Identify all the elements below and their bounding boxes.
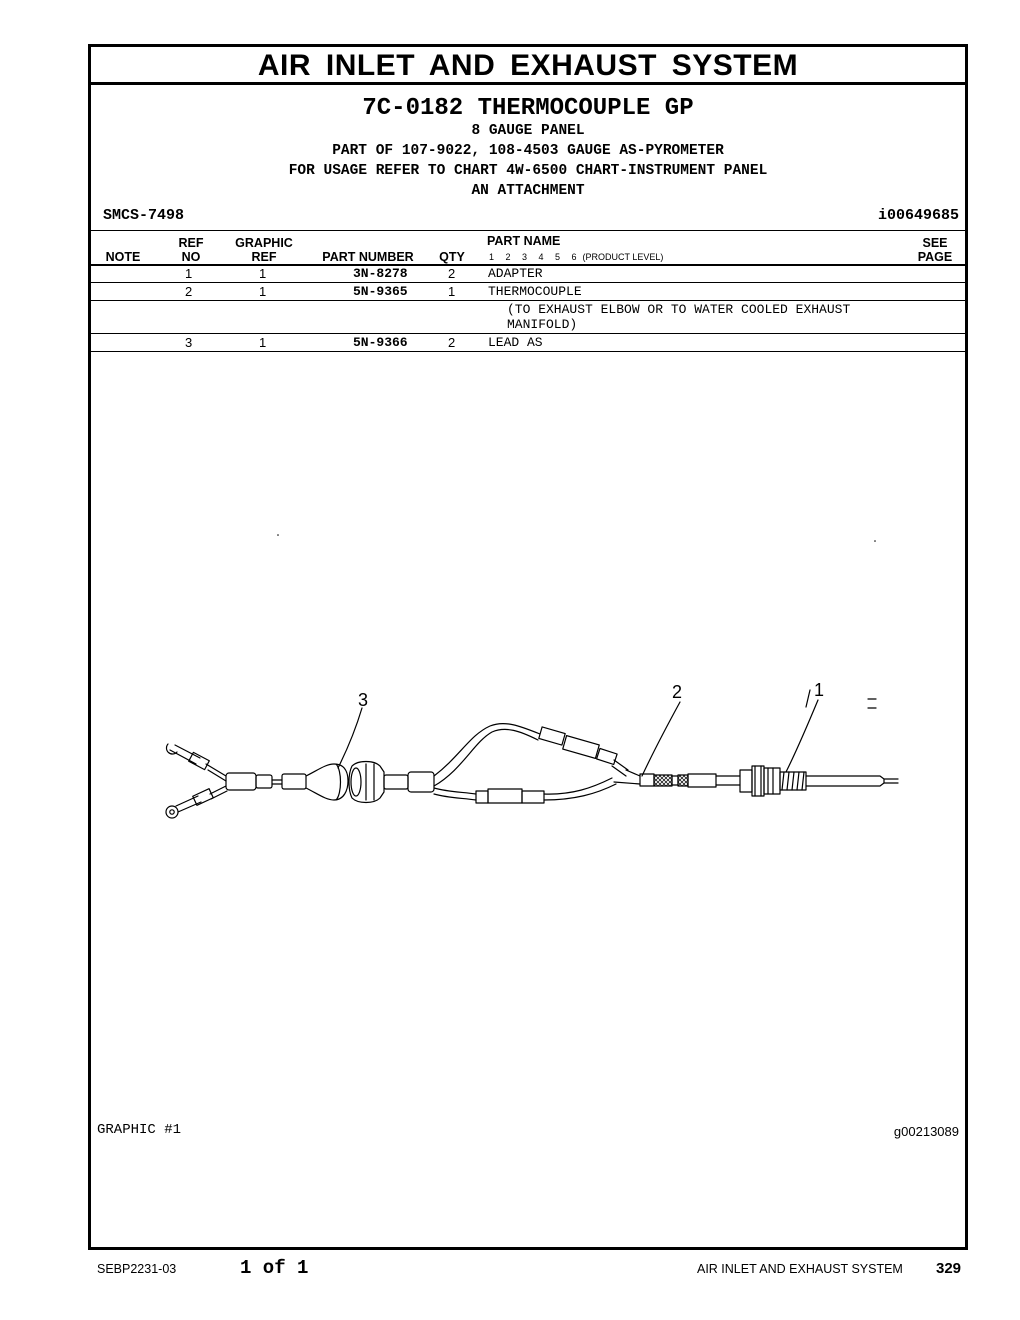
graphic-label: GRAPHIC #1 <box>97 1122 182 1138</box>
row-1-qty: 2 <box>448 266 456 281</box>
smcs-code: SMCS-7498 <box>103 207 185 224</box>
doc-number: SEBP2231-03 <box>97 1262 177 1276</box>
header-see-page-2: PAGE <box>917 250 953 264</box>
page-of: 1 of 1 <box>240 1257 309 1279</box>
illustration-id: i00649685 <box>877 207 959 224</box>
header-graphic-ref-1: GRAPHIC <box>235 236 293 250</box>
row-2-qty: 1 <box>448 284 456 299</box>
group-title: 7C-0182 THERMOCOUPLE GP <box>362 95 694 122</box>
subtitle-line-3: FOR USAGE REFER TO CHART 4W-6500 CHART-INSTRUMENT PANEL <box>288 163 768 179</box>
row-1-graphic-ref: 1 <box>259 266 267 281</box>
row-2-part-number: 5N-9365 <box>353 284 408 299</box>
speck <box>277 534 279 536</box>
header-part-number: PART NUMBER <box>322 250 414 264</box>
header-part-name: PART NAME <box>487 234 561 248</box>
header-note: NOTE <box>105 250 141 264</box>
row-2-note-line-1: (TO EXHAUST ELBOW OR TO WATER COOLED EXHAUST <box>507 302 851 317</box>
subtitle-line-1: 8 GAUGE PANEL <box>471 123 585 139</box>
row-3-graphic-ref: 1 <box>259 335 267 350</box>
callout-1: 1 <box>814 680 825 700</box>
row-3-part-number: 5N-9366 <box>353 335 408 350</box>
row-3-qty: 2 <box>448 335 456 350</box>
callout-3: 3 <box>358 690 369 710</box>
row-2-ref-no: 2 <box>185 284 193 299</box>
subtitle-line-2: PART OF 107-9022, 108-4503 GAUGE AS-PYROMETER <box>332 143 724 159</box>
row-3-ref-no: 3 <box>185 335 193 350</box>
header-ref-no-2: NO <box>181 250 201 264</box>
header-see-page-1: SEE <box>922 236 948 250</box>
page-number: 329 <box>936 1260 962 1277</box>
header-qty: QTY <box>439 250 465 264</box>
row-2-graphic-ref: 1 <box>259 284 267 299</box>
header-ref-no-1: REF <box>178 236 204 250</box>
row-1-part-name: ADAPTER <box>488 266 543 281</box>
row-2-part-name: THERMOCOUPLE <box>488 284 582 299</box>
row-1-part-number: 3N-8278 <box>353 266 408 281</box>
header-product-levels: 1 2 3 4 5 6 (PRODUCT LEVEL) <box>489 252 664 262</box>
row-3-part-name: LEAD AS <box>488 335 543 350</box>
speck <box>874 540 876 542</box>
header-graphic-ref-2: REF <box>251 250 277 264</box>
callout-2: 2 <box>672 682 683 702</box>
footer-section: AIR INLET AND EXHAUST SYSTEM <box>697 1262 903 1276</box>
row-1-ref-no: 1 <box>185 266 193 281</box>
system-title: AIR INLET AND EXHAUST SYSTEM <box>91 47 965 85</box>
graphic-id: g00213089 <box>893 1124 959 1139</box>
row-2-note-line-2: MANIFOLD) <box>507 317 578 332</box>
subtitle-line-4: AN ATTACHMENT <box>471 183 585 199</box>
